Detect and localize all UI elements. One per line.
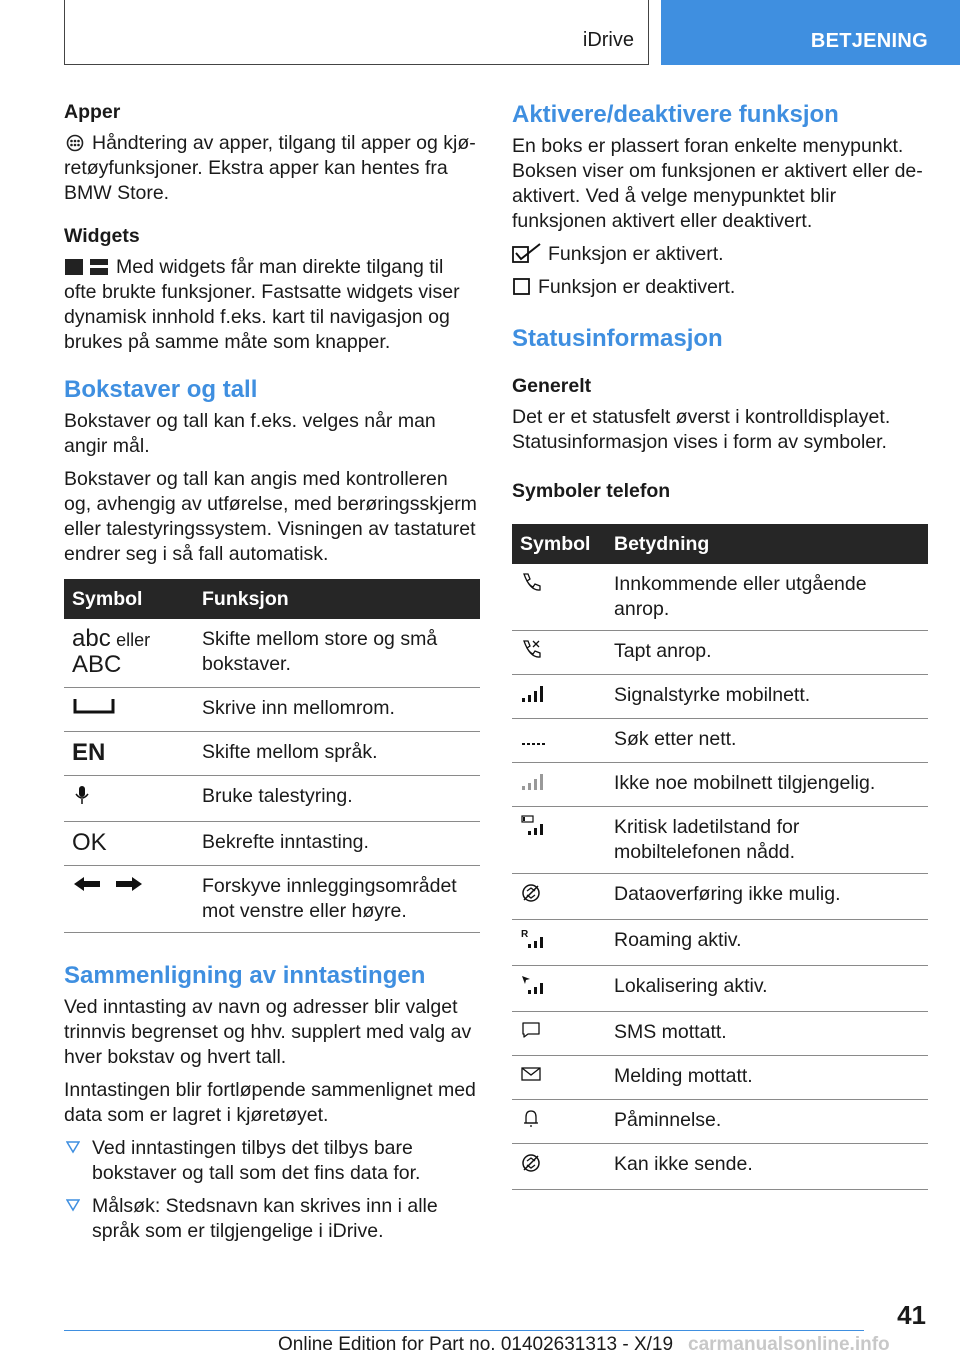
roaming-icon — [520, 928, 548, 950]
symbol-cell — [512, 920, 606, 966]
column-header-symbol: Symbol — [512, 524, 606, 564]
battery-critical-icon — [520, 815, 548, 837]
symbol-cell — [512, 1144, 606, 1190]
footer-divider — [64, 1330, 864, 1331]
symbol-cell — [64, 688, 194, 732]
status-heading: Statusinformasjon — [512, 325, 723, 352]
compare-paragraph-1: Ved inntasting av navn og adresser blir valget trinnvis begrenset og hhv. supplert med valg av hver bokstav og hvert tall. — [64, 996, 472, 1068]
watermark: carmanualsonline.info — [688, 1334, 890, 1355]
symbol-cell — [512, 1100, 606, 1144]
ok-symbol: OK — [72, 829, 107, 856]
symbol-cell — [512, 1012, 606, 1056]
widgets-icon — [64, 258, 110, 276]
table-row — [512, 1144, 928, 1190]
table-row — [512, 807, 928, 874]
symbol-cell — [64, 822, 194, 866]
symbol-cell — [64, 866, 194, 933]
no-data-icon — [520, 882, 544, 904]
column-header-symbol: Symbol — [64, 579, 194, 619]
symbol-cell — [64, 776, 194, 822]
table-row — [512, 675, 928, 719]
chapter-tab — [661, 0, 960, 65]
mail-icon — [520, 1064, 544, 1084]
deactivated-line: Funksjon er deaktivert. — [512, 275, 928, 300]
function-cell: Skrive inn mellomrom. — [194, 688, 480, 732]
symbol-cell — [512, 966, 606, 1012]
bullet-triangle-icon — [66, 1198, 80, 1212]
toggle-text: En boks er plassert foran enkelte menypunkt. Boksen viser om funksjonen er aktivert eller deaktivert. Ved å velge menypunktet blir funksjonen aktivert eller deaktivert. — [512, 135, 923, 232]
chapter-title: BETJENING — [810, 30, 928, 52]
edition-text: Online Edition for Part no. 01402631313 - X/19 — [278, 1334, 674, 1355]
letters-paragraph-1: Bokstaver og tall kan f.eks. velges når man angir mål. — [64, 410, 436, 457]
symbol-cell — [512, 807, 606, 874]
meaning-cell: Ikke noe mobilnett tilgjengelig. — [606, 763, 928, 807]
meaning-cell: Melding mottatt. — [606, 1056, 928, 1100]
table-row — [512, 1012, 928, 1056]
symbol-cell — [512, 631, 606, 675]
language-symbol: EN — [72, 739, 106, 766]
checkbox-checked-icon — [512, 243, 542, 263]
table-row — [512, 631, 928, 675]
activated-line: Funksjon er aktivert. — [512, 242, 928, 267]
meaning-cell: Kritisk ladetilstand for mobiltelefonen nådd. — [606, 807, 928, 874]
apps-text: Håndtering av apper, tilgang til apper og kjøretøyfunksjoner. Ekstra apper kan hentes fra BMW Store. — [64, 132, 476, 204]
compare-paragraph-2: Inntastingen blir fortløpende sammenlignet med data som er lagret i kjøretøyet. — [64, 1079, 476, 1126]
section-title: iDrive — [582, 29, 634, 51]
table-row — [512, 763, 928, 807]
meaning-cell: Lokalisering aktiv. — [606, 966, 928, 1012]
cannot-send-icon — [520, 1152, 544, 1174]
meaning-cell: Søk etter nett. — [606, 719, 928, 763]
table-header-row — [512, 524, 928, 564]
page-number: 41 — [897, 1300, 926, 1330]
meaning-cell: Innkommende eller utgående anrop. — [606, 564, 928, 631]
bell-icon — [520, 1108, 544, 1128]
meaning-cell: Roaming aktiv. — [606, 920, 928, 966]
table-row — [64, 776, 480, 822]
or-label: eller — [116, 630, 151, 650]
meaning-cell: Kan ikke sende. — [606, 1144, 928, 1190]
table-row — [64, 866, 480, 933]
widgets-text: Med widgets får man direkte tilgang til ofte brukte funksjoner. Fastsatte widgets viser dynamisk innhold f.eks. kart til navigasjon og brukes på samme måte som knapper. — [64, 256, 460, 353]
network-search-icon — [520, 727, 548, 747]
table-row — [64, 688, 480, 732]
symbol-cell — [512, 763, 606, 807]
symbol-cell — [512, 564, 606, 631]
phone-symbol-table — [512, 524, 928, 1190]
table-header-row — [64, 579, 480, 619]
list-item: Målsøk: Stedsnavn kan skrives inn i alle språk som er tilgjengelige i iDrive. — [64, 1194, 480, 1244]
no-network-icon — [520, 771, 548, 791]
keyboard-symbol-table — [64, 579, 480, 933]
function-cell: Skifte mellom språk. — [194, 732, 480, 776]
missed-call-icon — [520, 639, 542, 659]
table-row — [512, 874, 928, 920]
apps-heading: Apper — [64, 101, 121, 123]
symbol-cell — [64, 619, 194, 688]
page-header — [0, 0, 960, 66]
function-cell: Bruke talestyring. — [194, 776, 480, 822]
compare-heading: Sammenligning av inntastingen — [64, 962, 426, 989]
table-row — [64, 619, 480, 688]
svg-text:R: R — [521, 929, 529, 940]
symbol-cell — [512, 719, 606, 763]
table-row — [512, 564, 928, 631]
apps-icon — [64, 134, 86, 152]
lowercase-symbol: abc — [72, 625, 111, 652]
general-text: Det er et statusfelt øverst i kontrolldisplayet. Statusinformasjon vises i form av symboler. — [512, 406, 891, 453]
widgets-heading: Widgets — [64, 225, 140, 247]
right-column — [512, 100, 928, 1190]
sms-icon — [520, 1020, 544, 1040]
signal-strength-icon — [520, 683, 548, 703]
meaning-cell: Dataoverføring ikke mulig. — [606, 874, 928, 920]
letters-paragraph-2: Bokstaver og tall kan angis med kontrolleren og, avhengig av utførelse, med berøringsskjerm eller talestyringssystem. Visningen av tastaturet endrer seg i så fall automatisk. — [64, 468, 477, 565]
symbol-cell — [512, 675, 606, 719]
arrow-left-right-icon — [72, 874, 144, 894]
table-row — [512, 966, 928, 1012]
general-heading: Generelt — [512, 375, 592, 397]
section-box — [64, 0, 649, 65]
left-column — [64, 100, 480, 1252]
meaning-cell: Tapt anrop. — [606, 631, 928, 675]
symbol-cell — [64, 732, 194, 776]
meaning-cell: Signalstyrke mobilnett. — [606, 675, 928, 719]
microphone-icon — [72, 784, 92, 806]
table-row — [512, 920, 928, 966]
symbol-cell — [512, 874, 606, 920]
phone-symbols-heading: Symboler telefon — [512, 480, 671, 502]
column-header-function: Funksjon — [194, 579, 480, 619]
table-row — [64, 732, 480, 776]
bullet-triangle-icon — [66, 1140, 80, 1154]
uppercase-symbol: ABC — [72, 651, 122, 678]
meaning-cell: Påminnelse. — [606, 1100, 928, 1144]
table-row — [512, 1056, 928, 1100]
location-icon — [520, 974, 548, 996]
checkbox-empty-icon — [512, 276, 532, 296]
table-row — [512, 1100, 928, 1144]
toggle-heading: Aktivere/deaktivere funksjon — [512, 101, 839, 128]
function-cell: Forskyve innleggingsområdet mot venstre eller høyre. — [194, 866, 480, 933]
phone-call-icon — [520, 572, 542, 592]
function-cell: Bekrefte inntasting. — [194, 822, 480, 866]
table-row — [64, 822, 480, 866]
space-bar-icon — [72, 696, 116, 716]
symbol-cell — [512, 1056, 606, 1100]
list-item: Ved inntastingen tilbys det tilbys bare bokstaver og tall som det fins data for. — [64, 1136, 480, 1186]
letters-heading: Bokstaver og tall — [64, 376, 258, 403]
column-header-meaning: Betydning — [606, 524, 928, 564]
table-row — [512, 719, 928, 763]
meaning-cell: SMS mottatt. — [606, 1012, 928, 1056]
function-cell: Skifte mellom store og små bokstaver. — [194, 619, 480, 688]
